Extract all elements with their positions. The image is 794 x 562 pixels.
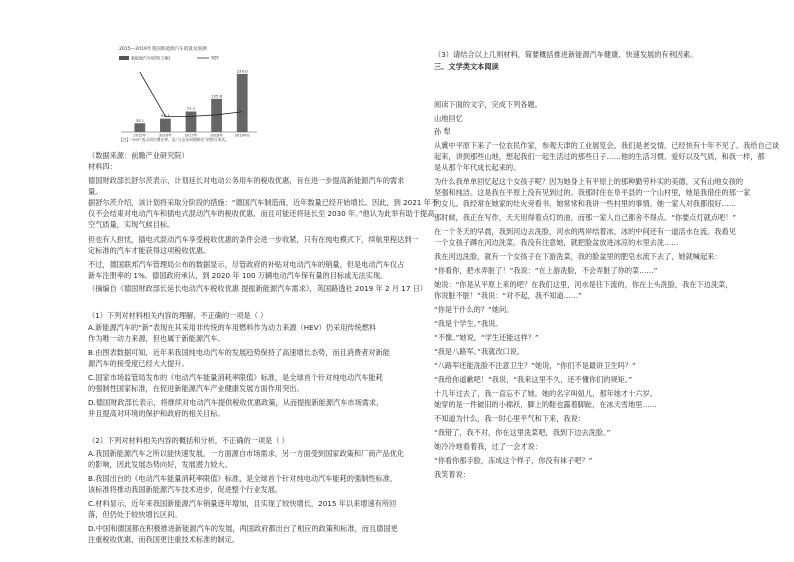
q2-option-b-2: 该标准将推动我国新能源汽车技术进步，促进整个行业发展。 (88, 485, 283, 494)
q2-option-c-1: C.材料显示，近年来我国新能源汽车销量逐年增加，且实现了较快增长，2015 年以来增速有所回 (88, 499, 397, 508)
x-tick-1: 2016年 (159, 133, 172, 138)
left-line-8: 但也有人担忧，插电式混动汽车享受税收优惠的条件会进一步收紧，只有在纯电模式下，续航里程达到一 (88, 235, 419, 244)
right-line-26: 十几年过去了，我一直忘不了她。她的名字叫妞儿，那年她才十六岁。 (434, 389, 657, 398)
chart-note: 【注】“YOY”表示同比增长率，是“与去年同期相比”的简写形式。 (119, 137, 229, 142)
left-line-11: 新车注册率的 1%。德国政府承认，到 2020 年 100 万辆电动汽车保有量的目标或无法实现。 (88, 271, 388, 280)
legend-bar-label: 新能源汽车销售(万辆) (131, 55, 171, 61)
right-line-17: “你看你，把水弄脏了！”我说：“在上游洗脸，不会弄脏了你的菜……” (434, 266, 658, 275)
article-author: 孙 犁 (434, 127, 451, 136)
bars-group (134, 74, 247, 132)
q1-option-d-1: D.德国财政部长表示，将继续对电动汽车提供税收优惠政策，从而提振新能源汽车市场需求， (88, 398, 384, 407)
right-line-8: 起来，讲到那些山地，想起我们一起生活过的那些日子……他的生活习惯、爱好以及气质，和我一样，都 (434, 152, 765, 161)
bar-label-2: 77.7 (186, 105, 196, 111)
left-line-5: 据舒尔茨介绍，该计划将采取分阶段的措施：“德国汽车制造商，近年数量已经开始增长。因此，到 2021 年不 (88, 198, 439, 207)
sales-chart (119, 44, 259, 144)
q1-option-c-1: C.国家市场监管局发布的《电动汽车能量消耗率限值》标准，是全球首个针对纯电动汽车能耗 (88, 373, 383, 382)
right-line-21: “我是个学生。”我说。 (434, 319, 503, 328)
q1-option-d-2: 并且提高对环境的保护和政府的相关目标。 (88, 409, 225, 418)
right-line-28: 不知道为什么，我一时心里平气和下来，我说： (434, 414, 585, 423)
bar-0 (134, 123, 145, 132)
right-line-29: “我错了，我不对，你在这里洗菜吧，我到下边去洗脸。” (434, 428, 611, 437)
right-line-15: 一个女孩子蹲在河边洗菜。我没有注意她，就把脸盆放进冰凉的水里去洗…… (434, 238, 679, 247)
q1-option-a-1: A.新能源汽车的“新”表现在其采用非传统的车用燃料作为动力来源（HEV）仍采用传统燃料 (88, 323, 377, 332)
x-tick-3: 2018年 (210, 133, 223, 138)
question-2: （2）下列对材料相关内容的概括和分析，不正确的一项是（ ） (88, 436, 289, 445)
right-line-12: 的女儿。我经常在她家的灶火旁看书，她常常和我讲一些村里的事情。她一家人对我都很好…… (434, 199, 736, 208)
right-line-31: “你看你那手脸，冻成这个样子，你没有袜子吧？” (434, 456, 593, 465)
right-line-11: 坚强和纯洁。这是我在平原上没有见到过的。我那时住在阜平县的一个山村里，她是我借住的那一家 (434, 188, 751, 197)
right-line-25: “我给你道歉吧！”我说，“我来这里不久，还不懂你们的规矩。” (434, 375, 633, 384)
right-line-7: 从冀中平原下来了一位农民作家，参观天津的工业展览会。我们是老交情，已经快有十年不见了。我给自己谈 (434, 141, 780, 150)
bar-label-3: 125.6 (211, 93, 223, 99)
right-line-24: “八路军还能洗脸不注意卫生？”她说，“你们不是最讲卫生吗？” (434, 361, 636, 370)
right-line-32: 我笑着说： (434, 470, 470, 479)
q2-option-a-2: 的影响，因此发展态势向好，发展潜力较大。 (88, 460, 232, 469)
material-four-heading: 材料四： (88, 162, 117, 171)
section-three-heading: 三、文学类文本阅读 (434, 62, 499, 71)
right-line-20: “你是干什么的？”她问。 (434, 305, 514, 314)
right-line-22: “不像。”她说，“学生还能这样？” (434, 333, 539, 342)
q1-option-b-2: 源汽车的接受度已经大大提升。 (88, 359, 189, 368)
q2-option-d-1: D.中国和德国都在积极推进新能源汽车的发展，两国政府都出台了相应的政策和标准，而且德国更 (88, 524, 398, 533)
left-line-10: 不过，德国联邦汽车管理局公布的数据显示，尽管政府的补贴对电动汽车的销量，但是电动汽车仅占 (88, 260, 405, 269)
right-line-19: 你说脏不脏！”我说：“对不起，我不知道……” (434, 291, 582, 300)
bar-label-1: 50.7 (161, 113, 170, 119)
right-line-10: 为什么我单单回忆起这个女孩子呢？因为她身上有平原上的那种勤劳朴实的美德，又有山地女孩的 (434, 177, 744, 186)
left-line-7: 空气质量，实现气候目标。 (88, 220, 175, 229)
article-title: 山地回忆 (434, 114, 463, 123)
left-line-4: 量。 (88, 187, 103, 196)
question-3: （3）请结合以上几则材料，简要概括推进新能源汽车健康、快速发展的有利因素。 (434, 50, 698, 59)
left-line-3: 德国财政部长舒尔茨表示，计划延长对电动公务用车的税收优惠，旨在进一步提高新能源汽车的需求 (88, 176, 405, 185)
left-line-6: 仅不会结束对电动汽车和插电式混动汽车的税收优惠，而且可能还将延长至 2030 年。”他认为此举有助于提高 (88, 209, 435, 218)
reading-instruction: 阅读下面的文字，完成下列各题。 (434, 100, 542, 109)
bar-label-0: 33.1 (135, 117, 145, 123)
q2-option-a-1: A.我国新能源汽车之所以能快速发展，一方面源自市场需求，另一方面受到国家政策和厂商产品优化 (88, 449, 405, 458)
right-line-27: 她穿的是一件破旧的小棉袄，脚上的鞋也露着脚趾，在冰天雪地里…… (434, 400, 657, 409)
bar-1 (160, 119, 171, 132)
chart-title: 2015—2019年我国新能源汽车销量及预测 (119, 47, 207, 52)
source-citation: （摘编自《德国财政部长延长电动汽车税收优惠 提振新能源汽车需求》，英国路透社 2019 年 2 月 17 日） (88, 284, 428, 293)
data-source: （数据来源：前瞻产业研究院） (88, 151, 189, 160)
question-1: （1）下列对材料相关内容的理解，不正确的一项是（ ） (88, 311, 268, 320)
right-line-13: 那时候，我正在写作，天天用得着点灯的油，而那一家人自己都舍不得点。“你要点灯就点吧！” (434, 213, 737, 222)
right-line-18: 她说：“你是从平原上来的吧？在我们这里，河水是往下流的，你在上头洗脸，我在下边洗菜， (434, 280, 733, 289)
right-line-23: “我是八路军。”我就改口说。 (434, 347, 525, 356)
q2-option-c-2: 落，但仍处于较快增长区间。 (88, 510, 182, 519)
q2-option-d-2: 注重税收优惠，而我国更注重技术标准的制定。 (88, 535, 239, 544)
legend-line-label: YOY (211, 55, 219, 61)
q2-option-b-1: B.我国出台的《电动汽车能量消耗率限值》标准，是全球首个针对纯电动汽车能耗的强制性标准， (88, 474, 398, 483)
sales-chart-svg (119, 44, 259, 144)
right-line-30: 她冷冷地看着我，过了一会才说： (434, 442, 542, 451)
x-tick-0: 2015年 (133, 133, 147, 138)
right-line-14: 在一个冬天的早晨，我到河边去洗脸，河水的两岸结着冰，冰的中间还有一道活水在流。我看见 (434, 227, 736, 236)
right-line-16: 我在河边洗脸，就有一个女孩子在下游洗菜，我的脸盆里的肥皂水流下去了，她就喊起来： (434, 252, 722, 261)
x-tick-4: 2019年E (234, 133, 250, 138)
bar-2 (186, 111, 197, 132)
bar-4 (237, 74, 248, 132)
right-line-9: 是从那个年代成长起来的。 (434, 163, 521, 172)
x-tick-2: 2017年 (184, 133, 198, 138)
left-line-9: 定标准的汽车才能获得这项税收优惠。 (88, 246, 211, 255)
legend-bar-swatch (119, 56, 129, 60)
bar-label-4: 220.0 (236, 68, 248, 74)
q1-option-a-2: 作为唯一动力来源，但也属于新能源汽车。 (88, 334, 225, 343)
q1-option-c-2: 的强制性国家标准，在促进新能源汽车产业健康发展方面作用突出。 (88, 384, 304, 393)
q1-option-b-1: B.由图表数据可知，近年来我国纯电动汽车的发展趋势保持了高速增长态势，而且消费者对新能 (88, 348, 390, 357)
